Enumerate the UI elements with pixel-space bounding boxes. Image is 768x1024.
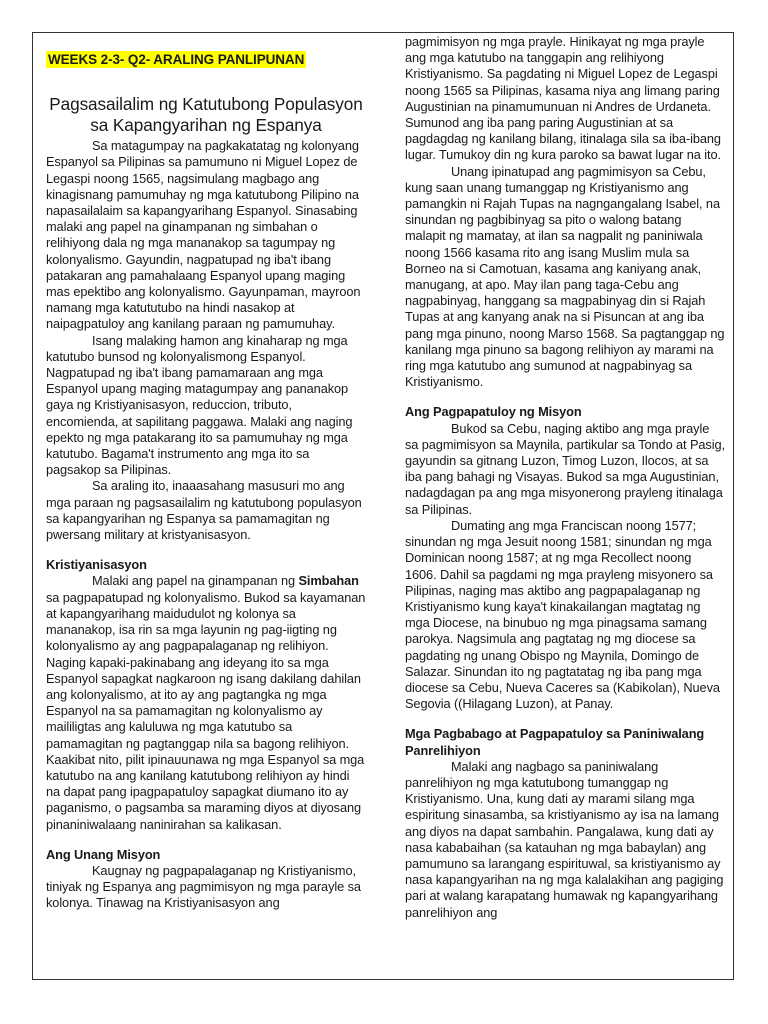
paragraph-text: Malaki ang papel na ginampanan ng <box>92 573 299 589</box>
right-column <box>405 34 725 921</box>
week-tag-highlight: WEEKS 2-3- Q2- ARALING PANLIPUNAN <box>48 52 305 67</box>
paragraph: Unang ipinatupad ang pagmimisyon sa Cebu, kung saan unang tumanggap ng Kristiyanismo ang pamangkin ni Rajah Tupas na nagngangalang Isabel, na sinundan ng pagbibinyag sa pito o walong batang malapit ng mamatay, at ilan sa nagpalit ng paniniwala noong 1566 kasama rito ang isang Muslim mula sa Borneo na si Camotuan, kasama ang kaniyang anak, manugang, at apo. May ilan pang taga-Cebu ang nagpabinyag, hanggang sa magpabinyag din si Rajah Tupas at ang kanyang anak na si Pisuncan at ang iba pang mga pinuno, noong Marso 1568. Sa pagtanggap ng kanilang mga pinuno sa bagong relihiyon ay marami na ring mga katutubo ang sumunod at nagpabinyag sa Kristiyanismo. <box>405 163 725 390</box>
paragraph <box>46 573 366 832</box>
paragraph: Sa araling ito, inaaasahang masusuri mo ang mga paraan ng pagsasailalim ng katutubong populasyon sa kapangyarihan ng Espanya sa pamamagitan ng pwersang military at kristyanisasyon. <box>46 478 362 543</box>
section-heading-pagpapatuloy: Ang Pagpapatuloy ng Misyon <box>405 404 582 420</box>
paragraph: Isang malaking hamon ang kinaharap ng mga katutubo bunsod ng kolonyalismong Espanyol. Nagpatupad ng iba't ibang pamamaraan ang mga Espanyol upang maging matagumpay ang pananakop gaya ng Kristiyanisasyon, reduccion, tributo, encomienda, at sapilitang paggawa. Malaki ang naging epekto ng mga patakarang ito sa pamumuhay ng mga katutubo. Bagama't instrumento ang mga ito sa pagsakop sa Pilipinas. <box>46 332 353 478</box>
paragraph: Bukod sa Cebu, naging aktibo ang mga prayle sa pagmimisyon sa Maynila, partikular sa Tondo at Pasig, gayundin sa gitnang Luzon, Timog Luzon, Ilocos, at sa iba pang bahagi ng Visayas. Bukod sa mga Augustinian, nadagdagan pa ang mga misyonerong prayleng itinalaga sa Pilipinas. <box>405 420 725 517</box>
section-heading-pagbabago: Mga Pagbabago at Pagpapatuloy sa Paniniwalang Panrelihiyon <box>405 726 705 758</box>
left-column <box>46 51 366 912</box>
paragraph: Kaugnay ng pagpapalaganap ng Kristiyanismo, tiniyak ng Espanya ang pagmimisyon ng mga parayle sa kolonya. Tinawag na Kristiyanisasyon ang <box>46 862 361 911</box>
section-heading-kristiyanisasyon: Kristiyanisasyon <box>46 557 147 573</box>
bold-term-simbahan: Simbahan <box>298 573 359 589</box>
page-title: Pagsasailalim ng Katutubong Populasyon sa Kapangyarihan ng Espanya <box>49 94 363 136</box>
week-tag <box>46 51 366 68</box>
paragraph: Sa matagumpay na pagkakatatag ng kolonyang Espanyol sa Pilipinas sa pamumuno ni Miguel Lopez de Legaspi noong 1565, nagsimulang magbago ang kinagisnang pamumuhay ng mga katutubong Pilipino na napasailalaim sa kapangyarihang Espanyol. Sinasabing malaki ang papel na ginampanan ng simbahan o relihiyong dala ng mga mananakop sa tagumpay ng kolonyalismo. Gayundin, nagpatupad ng iba't ibang patakaran ang pamahalaang Espanyol upang maging mas epektibo ang kolonyalismo. Gayunpaman, mayroon namang mga katututubo na hindi nasakop at naipagpatuloy ang kanilang paraan ng pamumuhay. <box>46 138 361 332</box>
paragraph: Dumating ang mga Franciscan noong 1577; sinundan ng mga Jesuit noong 1581; sinundan ng mga Dominican noong 1587; at ng mga Recollect noong 1606. Dahil sa pagdami ng mga prayleng misyonero sa Pilipinas, naging mas aktibo ang pagpapalaganap ng Kristiyanismo kung kaya't kinakailangan magtatag ng mga Diocese, na binubuo ng mga pinagsama samang parokya. Nagsimula ang pagtatag ng mg diocese sa pagdating ng unang Obispo ng Maynila, Domingo de Salazar. Sinundan ito ng pagtatatag ng iba pang mga diocese sa Cebu, Nueva Caceres sa (Kabikolan), Nueva Segovia ((Hilagang Luzon), at Panay. <box>405 517 720 712</box>
paragraph-text: sa pagpapatupad ng kolonyalismo. Bukod sa kayamanan at kapangyarihang maidudulot ng kolonya sa mananakop, isa rin sa mga layunin ng pag-iigting ng kolonyalismo ay ang pagpapalaganap ng relihiyon. Naging kapaki-pakinabang ang ideyang ito sa mga Espanyol sapagkat nagkaroon ng isang dakilang dahilan ang kolonyalismo, at ito ay ang pagtangka ng mga Espanyol na sa pamamagitan ng kolonyalismo ay maililigtas ang kaluluwa ng mga katutubo sa pamamagitan ng pagtanggap nila sa bagong relihiyon. Kaakibat nito, pilit ipinauunawa ng mga Espanyol sa mga katutubo na ang kanilang katutubong relihiyon ay hindi na dapat pang ipagpapatuloy sapagkat diumano ito ay paganismo, o pagsamba sa maraming diyos at diyosang pinaniniwalaang naninirahan sa kalikasan. <box>46 589 366 832</box>
section-heading-unang-misyon: Ang Unang Misyon <box>46 846 161 862</box>
paragraph: pagmimisyon ng mga prayle. Hinikayat ng mga prayle ang mga katutubo na tanggapin ang relihiyong Kristiyanismo. Sa pagdating ni Miguel Lopez de Legaspi noong 1565 sa Pilipinas, kasama niya ang limang paring Augustinian na pinamumunuan ni Andres de Urdaneta. Sumunod ang iba pang paring Augustinian at sa pagdagdag ng kanilang bilang, itinalaga sila sa iba-ibang lugar. Tumukoy din ng kura paroko sa bawat lugar na ito. <box>405 34 721 163</box>
paragraph: Malaki ang nagbago sa paniniwalang panrelihiyon ng mga katutubong tumanggap ng Kristiyanismo. Una, kung dati ay marami silang mga espiritung sinasamba, sa kristiyanismo ay isa na lamang ang diyos na dapat sambahin. Pangalawa, kung dati ay nasa kababaihan (sa katauhan ng mga babaylan) ang pamumuno sa larangang espirituwal, sa kristiyanismo ay nasa kapangyarihan na ng mga kalalakihan ang pagiging pari at walang karapatang humawak ng kapangyarihang panrelihiyon ang <box>405 758 724 920</box>
